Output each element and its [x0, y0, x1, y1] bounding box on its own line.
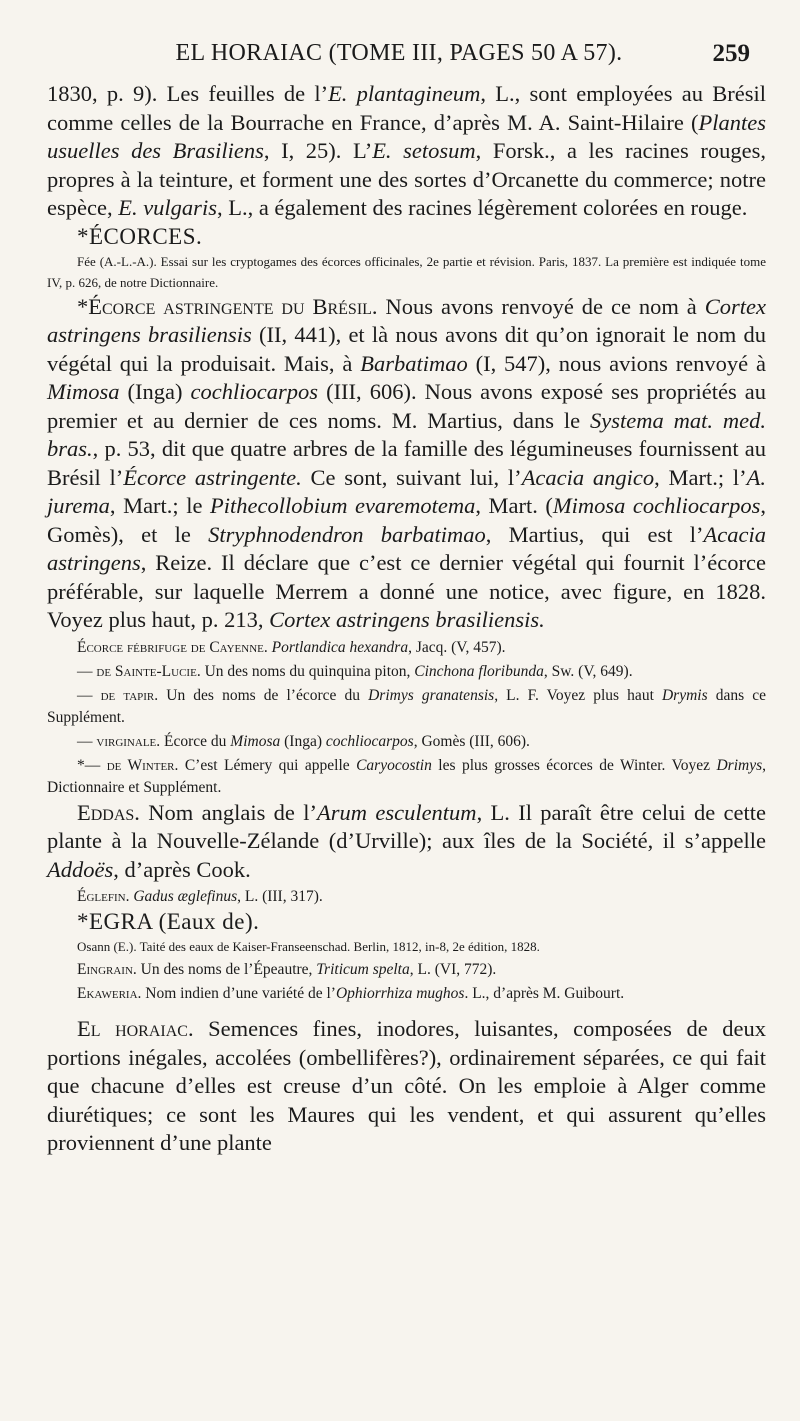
text-run: 1830, p. 9). Les feuilles de l’: [47, 81, 329, 106]
text-run: (Inga): [119, 379, 191, 404]
text-run: Osann (E.). Taité des eaux de Kaiser-Franseenschad. Berlin, 1812, in-8, 2e édition, 1828.: [77, 939, 540, 954]
text-run: Nom indien d’une variété de l’: [141, 985, 336, 1002]
italic-term: A. jurema: [47, 464, 766, 518]
italic-term: Arum esculentum: [317, 799, 477, 825]
heading-egra: [47, 908, 766, 936]
entry-term: El horaiac.: [77, 1016, 194, 1041]
text-run: , L. (III, 317).: [237, 888, 323, 905]
text-run: , Gomès (III, 606).: [413, 732, 530, 750]
ecorce-sainte-lucie: [47, 661, 766, 683]
text-run: , L. (VI, 772).: [409, 961, 497, 978]
ekaweria: [47, 983, 766, 1005]
ref-fee: [47, 251, 766, 293]
text-run: , L. F. Voyez plus haut: [494, 686, 662, 704]
running-title: EL HORAIAC (TOME III, PAGES 50 A 57).: [175, 40, 623, 66]
eingrain: [47, 959, 766, 981]
text-run: Fée (A.-L.-A.). Essai sur les cryptogames des écorces officinales, 2e partie et révision. Paris, 1837. La première est indiquée tome IV, p. 626, de notre Dictionnaire.: [47, 253, 766, 290]
entry-term: Eingrain.: [77, 961, 137, 978]
entry-term: Ekaweria.: [77, 985, 142, 1002]
italic-term: Drimys granatensis: [368, 686, 495, 704]
entry-term: — de Sainte-Lucie.: [77, 662, 201, 680]
italic-term: Cortex astringens brasiliensis: [47, 293, 766, 347]
text-run: , Mart. (: [475, 493, 553, 518]
italic-term: E. vulgaris: [118, 195, 217, 220]
text-run: , Reize. Il déclare que c’est ce dernier végétal qui fournit l’écorce préférable, sur laquelle Merrem a donné une notice, avec figure, en 1828. Voyez plus haut, p. 213,: [47, 550, 766, 632]
ref-osann: [47, 936, 766, 957]
ecorce-virginale: [47, 731, 766, 753]
italic-term: Mimosa: [230, 732, 281, 750]
italic-term: cochliocarpos: [190, 379, 319, 404]
text-run: Semences fines, inodores, luisantes, composées de deux portions inégales, accolées (ombellifères?), ordinairement séparées, ce qui fait que chacune d’elles est creuse d’un côté. On les emploie à Alger comme diurétiques; ce sont les Maures qui les vendent, et qui assurent qu’elles proviennent d’une plante: [47, 1016, 766, 1155]
italic-term: Stryphnodendron barbatimao: [208, 521, 486, 547]
text-run: Écorce du: [160, 732, 231, 750]
italic-term: Portlandica hexandra: [271, 638, 409, 656]
text-run: (Inga): [280, 732, 326, 750]
ecorce-winter: [47, 755, 766, 799]
italic-term: Barbatimao: [360, 350, 468, 376]
text-run: *EGRA (Eaux de).: [77, 909, 260, 934]
entry-term: Églefin.: [77, 888, 130, 905]
text-run: C’est Lémery qui appelle: [178, 756, 357, 774]
entry-term: *Écorce astringente du Brésil.: [77, 293, 378, 319]
text-run: , Gomès), et le: [47, 493, 766, 547]
italic-term: Addoës: [47, 856, 114, 882]
italic-term: Acacia angico: [521, 464, 655, 490]
text-run: , L. Il paraît être celui de cette plante à la Nouvelle-Zélande (d’Urville); aux îles de la Société, il s’appelle: [47, 799, 767, 853]
page-number: 259: [712, 40, 750, 67]
italic-term: E. plantagineum: [328, 81, 481, 106]
italic-term: Pithecollobium evaremotema: [209, 493, 476, 518]
entry-term: Eddas.: [77, 799, 140, 825]
text-run: (III, 606). Nous avons exposé ses propriétés au premier et au dernier de ces noms. M. Martius, dans le: [47, 379, 766, 433]
italic-term: Mimosa: [47, 379, 120, 404]
italic-term: Mimosa cochliocarpos: [552, 493, 761, 518]
text-run: , I, 25). L’: [263, 138, 373, 163]
heading-ecorces: [47, 223, 766, 251]
text-run: , L., a également des racines légèrement colorées en rouge.: [216, 195, 748, 220]
text-run: , Dictionnaire et Supplément.: [47, 756, 766, 796]
text-run: Nom anglais de l’: [139, 799, 317, 825]
text-run: Un des noms du quinquina piton,: [200, 662, 415, 680]
ecorce-tapir: [47, 685, 766, 729]
italic-term: E. setosum: [372, 138, 476, 163]
text-run: dans ce Supplément.: [47, 686, 767, 726]
entry-term: Écorce fébrifuge de Cayenne.: [77, 638, 268, 656]
text-run: , d’après Cook.: [113, 856, 251, 882]
entry-term: — de tapir.: [77, 686, 159, 704]
italic-term: cochliocarpos: [325, 732, 414, 750]
text-run: (II, 441), et là nous avons dit qu’on ignorait le nom du végétal qui la produisait. Mais, à: [47, 322, 766, 376]
entry-term: *— de Winter.: [77, 756, 179, 774]
text-run: , p. 53, dit que quatre arbres de la famille des légumineuses fournissent au Brésil l’: [47, 436, 766, 490]
italic-term: Écorce astringente.: [123, 464, 302, 490]
text-run: Un des noms de l’écorce du: [158, 686, 369, 704]
intro-paragraph: [47, 80, 766, 223]
italic-term: Acacia astringens: [47, 521, 766, 575]
text-run: , Mart.; le: [109, 493, 210, 518]
ecorce-astringente: [47, 293, 766, 635]
italic-term: Drymis: [661, 686, 708, 704]
text-run: . L., d’après M. Guibourt.: [464, 985, 625, 1002]
text-run: , Forsk., a les racines rouges, propres à la teinture, et forment une des sortes d’Orcanette du commerce; notre espèce,: [47, 138, 766, 220]
text-run: , Mart.; l’: [654, 464, 747, 490]
page-header: [48, 40, 750, 76]
text-run: Ce sont, suivant lui, l’: [301, 464, 522, 490]
text-run: les plus grosses écorces de Winter. Voyez: [431, 756, 717, 774]
italic-term: Drimys: [716, 756, 763, 774]
italic-term: Caryocostin: [356, 756, 432, 774]
eddas: [47, 799, 766, 885]
ecorce-febrifuge: [47, 637, 766, 659]
entry-term: — virginale.: [77, 732, 161, 750]
text-run: , Martius, qui est l’: [485, 521, 704, 547]
text-run: , Jacq. (V, 457).: [408, 638, 506, 656]
italic-term: Plantes usuelles des Brasiliens: [47, 109, 766, 163]
text-run: *ÉCORCES.: [77, 223, 203, 249]
italic-term: Cinchona floribunda: [414, 662, 544, 680]
el-horaiac: [47, 1015, 766, 1158]
italic-term: Systema mat. med. bras.: [47, 407, 766, 461]
eglefin: [47, 886, 766, 908]
body-text: [47, 80, 766, 1158]
text-run: Un des noms de l’Épeautre,: [136, 961, 317, 978]
text-run: , Sw. (V, 649).: [543, 662, 633, 680]
text-run: , L., sont employées au Brésil comme celles de la Bourrache en France, d’après M. A. Saint-Hilaire (: [47, 81, 766, 135]
italic-term: Ophiorrhiza mughos: [335, 985, 465, 1002]
italic-term: Cortex astringens brasiliensis.: [269, 607, 545, 632]
italic-term: Triticum spelta: [316, 961, 410, 978]
italic-term: Gadus æglefinus: [133, 888, 238, 905]
text-run: (I, 547), nous avions renvoyé à: [467, 350, 766, 376]
text-run: Nous avons renvoyé de ce nom à: [377, 293, 705, 319]
